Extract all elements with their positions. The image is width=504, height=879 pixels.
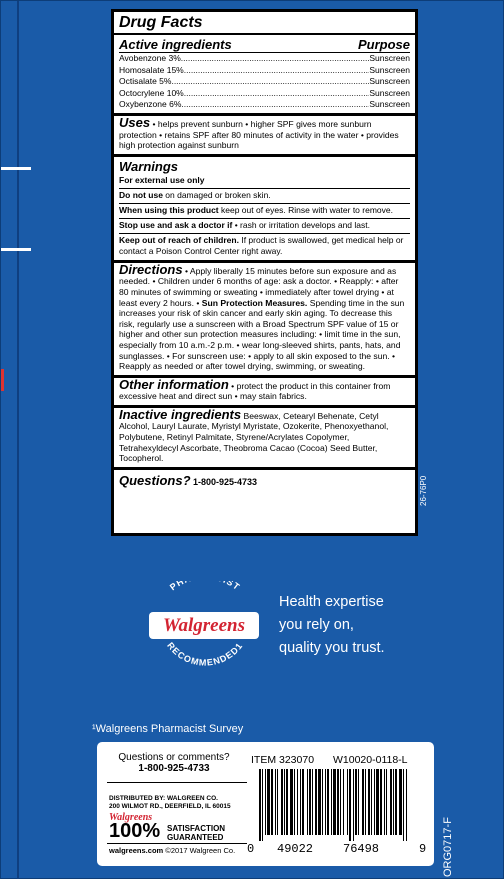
drug-facts-panel <box>111 9 418 536</box>
barcode-bar <box>355 769 357 835</box>
seal-bottom-text: RECOMMENDED1 <box>165 640 245 668</box>
questions-section <box>114 470 415 492</box>
registration-mark <box>1 369 4 391</box>
walgreens-logo: Walgreens <box>149 612 259 639</box>
sat-line: GUARANTEED <box>167 833 224 842</box>
barcode-bar <box>307 769 308 835</box>
barcode-bar <box>284 769 285 835</box>
barcode-bar <box>349 769 351 841</box>
barcode-bar <box>318 769 321 835</box>
ingredient-purpose: Sunscreen <box>369 76 410 87</box>
other-info-heading: Other information <box>119 376 229 392</box>
barcode-bar <box>331 769 332 835</box>
barcode-bar <box>315 769 317 835</box>
ingredient-purpose: Sunscreen <box>369 53 410 63</box>
walgreens-small-logo: Walgreens <box>109 812 153 823</box>
barcode-bar <box>271 769 273 835</box>
barcode-bar <box>386 769 387 835</box>
barcode-digit: 9 <box>419 842 427 856</box>
qc-text: Questions or comments? <box>118 752 230 763</box>
label-box <box>97 742 434 866</box>
barcode-bar <box>376 769 379 835</box>
ingredient-row <box>119 65 410 77</box>
directions-heading: Directions <box>119 261 183 277</box>
barcode-bar <box>325 769 326 835</box>
active-ingredients-section <box>114 12 415 116</box>
warnings-section <box>114 157 415 263</box>
website <box>109 846 235 855</box>
barcode-digit: 49022 <box>277 842 314 856</box>
inactive-text: Beeswax, Cetearyl Behenate, Cetyl Alcohol, Lauryl Laurate, Myristyl Myristate, Ozokerite, Phenoxyethanol, Polybutene, Retinyl Palmitate, Styrene/Acrylates Copolymer, Tetrahexyldecyl Ascorbate, Theobroma Cacao (Cocoa) Seed Butter, Tocopherol. <box>119 410 389 464</box>
tagline-line: Health expertise <box>279 594 384 610</box>
ingredient-row <box>119 88 410 100</box>
website-url: walgreens.com <box>109 846 164 855</box>
barcode-bar <box>259 769 261 841</box>
ingredient-purpose: Sunscreen <box>369 64 410 75</box>
barcode-bar <box>309 769 311 835</box>
crop-mark <box>1 167 31 170</box>
tagline-line: quality you trust. <box>279 640 385 656</box>
barcode-bar <box>312 769 313 835</box>
distributor-line: DISTRIBUTED BY: WALGREEN CO. <box>109 795 218 802</box>
barcode-bar <box>395 769 397 835</box>
ingredient-row <box>119 99 410 111</box>
barcode-bar <box>262 769 263 841</box>
purpose-label: Purpose <box>357 37 410 52</box>
stop-use-line: Stop use and ask a doctor if • rash or irritation develops and last. <box>119 219 410 234</box>
survey-footnote: ¹Walgreens Pharmacist Survey <box>92 723 244 735</box>
uses-section <box>114 116 415 157</box>
side-code: 26-76P0 <box>419 475 428 506</box>
seal-top-text: PH ST <box>167 581 243 593</box>
barcode-digit: 76498 <box>343 842 380 856</box>
barcode-bar <box>302 769 304 835</box>
barcode-bar <box>343 769 344 835</box>
ingredients-list <box>119 53 410 111</box>
barcode-bar <box>406 769 407 841</box>
barcode-bar <box>297 769 298 835</box>
barcode-bar <box>333 769 336 835</box>
ingredient-name: Oxybenzone 6% <box>119 99 182 110</box>
org-code: ORG0717-F <box>442 817 454 877</box>
directions-text: • Apply liberally 15 minutes before sun exposure and as needed. • Children under 6 months of age: ask a doctor. • Reapply: • after 80 minutes of swimming or sweating • immediately after towel drying • at least every 2 hours. • <box>119 265 399 308</box>
distributor-address: 200 WILMOT RD., DEERFIELD, IL 60015 <box>109 803 231 810</box>
ingredient-purpose: Sunscreen <box>369 99 410 110</box>
keep-out-line: Keep out of reach of children. If product is swallowed, get medical help or contact a Poison Control Center right away. <box>119 234 404 256</box>
uses-heading: Uses <box>119 114 151 130</box>
w-code: W10020-0118-L <box>333 754 408 766</box>
satisfaction-percent: 100% <box>109 820 161 842</box>
tagline <box>279 591 385 660</box>
warnings-heading: Warnings <box>119 158 178 174</box>
barcode-bar <box>277 769 278 835</box>
barcode-bar <box>281 769 283 835</box>
barcode-bar <box>384 769 385 835</box>
barcode-bar <box>347 769 348 835</box>
sun-protection-label: Sun Protection Measures. <box>201 297 308 308</box>
leader-dots <box>181 99 369 111</box>
directions-section <box>114 263 415 378</box>
questions-phone: 1-800-925-4733 <box>190 476 258 487</box>
other-information-section <box>114 378 415 408</box>
item-number: ITEM 323070 <box>251 754 315 766</box>
questions-comments <box>109 752 239 774</box>
divider <box>107 843 247 844</box>
barcode-bar <box>393 769 394 835</box>
leader-dots <box>181 53 370 65</box>
barcode-bar <box>327 769 329 835</box>
ingredient-name: Homosalate 15% <box>119 64 184 75</box>
barcode-bar <box>340 769 341 835</box>
do-not-use-line: Do not use on damaged or broken skin. <box>119 189 410 204</box>
barcode <box>257 769 411 841</box>
ingredient-row <box>119 53 410 65</box>
barcode-bar <box>353 769 354 841</box>
barcode-bar <box>371 769 372 835</box>
crop-mark <box>1 248 31 251</box>
barcode-bar <box>300 769 301 835</box>
ingredient-name: Octisalate 5% <box>119 76 172 87</box>
active-ingredients-header <box>119 37 410 53</box>
leader-dots <box>184 65 370 77</box>
tagline-line: you rely on, <box>279 617 354 633</box>
barcode-bar <box>275 769 276 835</box>
barcode-bar <box>374 769 375 835</box>
barcode-bar <box>365 769 366 835</box>
barcode-bar <box>294 769 295 835</box>
barcode-bar <box>286 769 288 835</box>
barcode-bar <box>368 769 370 835</box>
barcode-bar <box>358 769 359 835</box>
questions-heading: Questions? <box>119 472 191 488</box>
barcode-bar <box>399 769 402 835</box>
barcode-bar <box>267 769 270 835</box>
active-ingredients-label: Active ingredients <box>119 37 232 52</box>
barcode-bar <box>265 769 266 835</box>
barcode-bar <box>390 769 392 835</box>
barcode-bar <box>403 769 404 841</box>
ingredient-name: Octocrylene 10% <box>119 87 184 98</box>
drug-facts-title: Drug Facts <box>119 14 203 31</box>
inactive-heading: Inactive ingredients <box>119 406 242 422</box>
ingredient-purpose: Sunscreen <box>369 87 410 98</box>
barcode-bar <box>322 769 323 835</box>
copyright: ©2017 Walgreen Co. <box>163 846 236 855</box>
fold-line <box>17 1 19 879</box>
satisfaction-guarantee <box>167 824 225 842</box>
other-info-text: • protect the product in this container from excessive heat and direct sun • may stain fabrics. <box>119 380 391 402</box>
inactive-ingredients-section <box>114 408 415 470</box>
leader-dots <box>184 88 370 100</box>
divider <box>107 782 247 783</box>
directions-text-continued: Spending time in the sun increases your risk of skin cancer and early skin aging. To decrease this risk, regularly use a sunscreen with a Broad Spectrum SPF value of 15 or higher and other sun protection measures including: • limit time in the sun, especially from 10 a.m.-2 p.m. • wear long-sleeved shirts, pants, hats, and sunglasses. • For sunscreen use: • apply to all skin exposed to the sun. • Reapply as needed or after towel drying, swimming, or sweating. <box>119 297 405 372</box>
leader-dots <box>171 76 369 88</box>
distributor-info <box>109 795 231 811</box>
barcode-bar <box>290 769 293 835</box>
ingredient-name: Avobenzone 3% <box>119 53 181 63</box>
barcode-bar <box>337 769 339 835</box>
uses-text: • helps prevent sunburn • higher SPF gives more sunburn protection • retains SPF after 80 minutes of activity in the water • provides high protection against sunburn <box>119 118 399 151</box>
barcode-digits <box>247 842 427 856</box>
barcode-bar <box>362 769 364 835</box>
ingredient-row <box>119 76 410 88</box>
external-use-line: For external use only <box>119 174 410 189</box>
when-using-line: When using this product keep out of eyes. Rinse with water to remove. <box>119 204 410 219</box>
sat-line: SATISFACTION <box>167 824 226 833</box>
qc-phone: 1-800-925-4733 <box>138 763 210 774</box>
barcode-digit: 0 <box>247 842 255 856</box>
barcode-bar <box>380 769 382 835</box>
